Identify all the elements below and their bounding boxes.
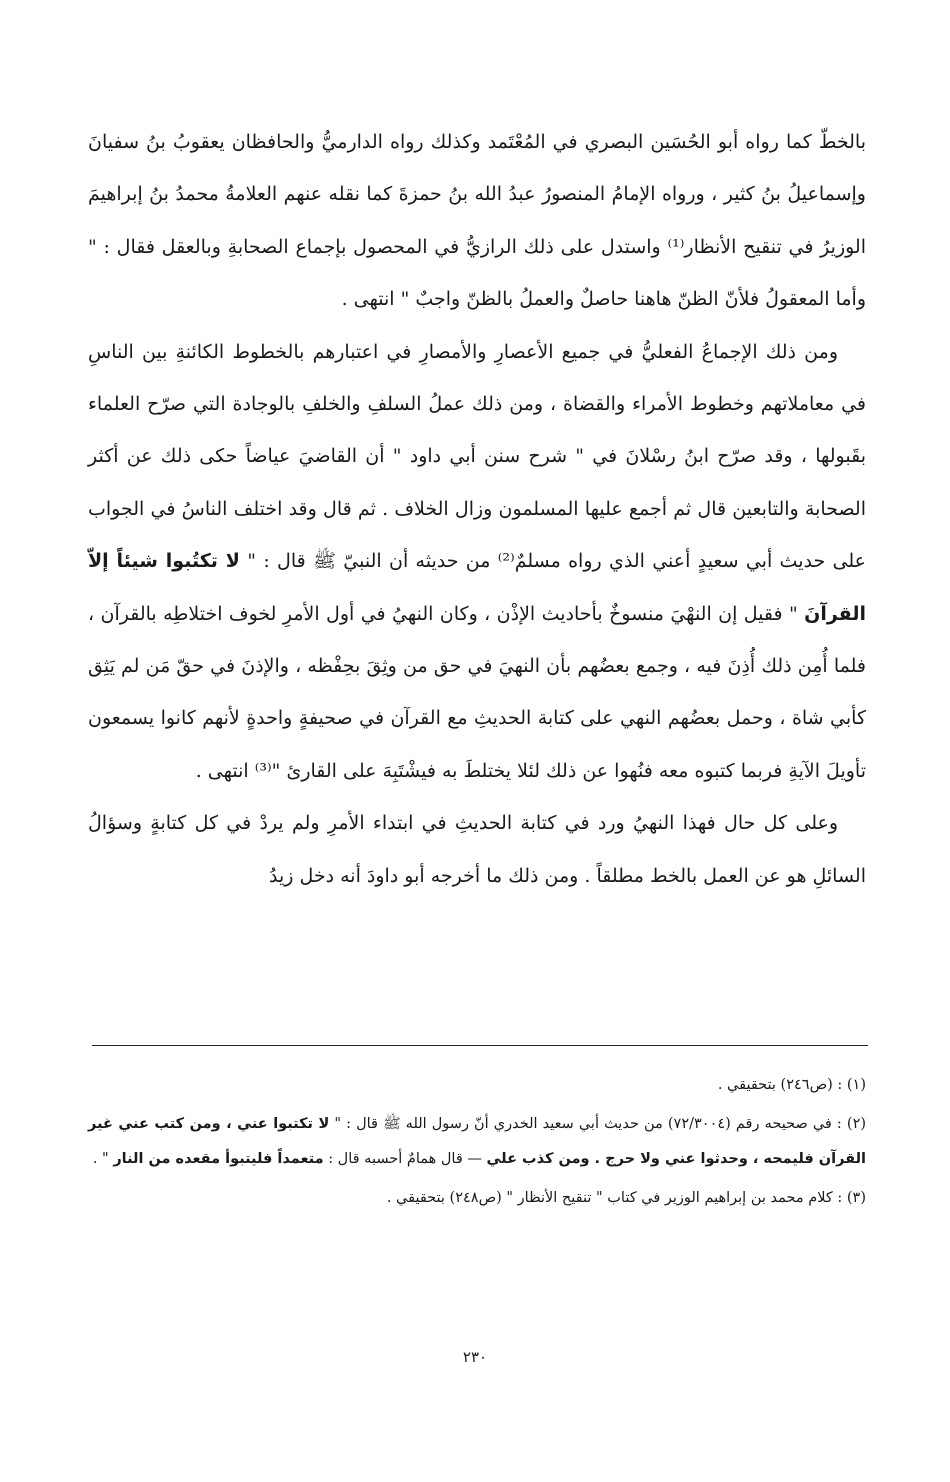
paragraph-1-text: بالخطّ كما رواه أبو الحُسَين البصري في المُعْتَمد وكذلك رواه الدارميُّ والحافظان يعقوبُ بنُ سفيانَ وإسماعيلُ بنُ كثير ، ورواه الإمامُ المنصورُ عبدُ الله بنُ حمزةَ كما نقله عنهم العلامةُ محمدُ بنُ إبراهيمَ الوزيرُ في تنقيح الأنظار⁽¹⁾ واستدل على ذلك الرازيُّ في المحصول بإجماع الصحابةِ وبالعقل فقال : " وأما المعقولُ فلأنّ الظنّ هاهنا حاصلٌ والعملُ بالظنّ واجبٌ " انتهى . <box>88 131 866 311</box>
paragraph-2-text-start: ومن ذلك الإجماعُ الفعليُّ في جميع الأعصارِ والأمصارِ في اعتبارهم بالخطوط الكائنةِ بين الناسِ في معاملاتهم وخطوط الأمراء والقضاة ، ومن ذلك عملُ السلفِ والخلفِ بالوجادة التي صرّح العلماء بقَبولها ، وقد صرّح ابنُ رسْلانَ في " شرح سنن أبي داود " أن القاضيَ عياضاً حكى ذلك عن أكثر الصحابة والتابعين قال ثم أجمع عليها المسلمون وزال الخلاف . ثم قال وقد اختلف الناسُ في الجواب على حديث أبي سعيدٍ أعني الذي رواه مسلمٌ⁽²⁾ من حديثه أن النبيّ ﷺ قال : " <box>88 340 867 573</box>
footnote-2-text-end: " . <box>92 1151 109 1167</box>
footnote-2-text-mid: — قال همامٌ أحسبه قال : <box>328 1151 482 1167</box>
footnote-separator <box>92 1045 868 1046</box>
footnote-2-hadith-part-1: لا تكتبوا عني ، ومن كتب عني غير القرآن فليمحه ، وحدثوا عني ولا حرج . ومن كذب علي <box>88 1116 866 1167</box>
footnotes <box>88 1068 866 1220</box>
paragraph-2-text-end: " فقيل إن النهْيَ منسوخٌ بأحاديث الإذْن ، وكان النهيُ في أول الأمرِ لخوف اختلاطِه بالقرآن ، فلما أُمِن ذلك أُذِنَ فيه ، وجمع بعضُهم بأن النهيَ في حق من وثِقَ بحِفْظه ، والإذنَ في حقّ مَن لم يَثِق كأبي شاة ، وحمل بعضُهم النهي على كتابة الحديثِ مع القرآن في صحيفةٍ واحدةٍ لأنهم كانوا يسمعون تأويلَ الآيةِ فربما كتبوه معه فنُهوا عن ذلك لئلا يختلطَ به فيشْتَبِهَ على القارئ "⁽³⁾ انتهى . <box>88 602 866 782</box>
paragraph-1 <box>88 116 866 326</box>
footnote-2-hadith-part-2: متعمداً فليتبوأ مقعده من النار <box>113 1151 324 1167</box>
main-text <box>88 116 866 902</box>
paragraph-3 <box>88 797 866 902</box>
paragraph-2 <box>88 326 866 798</box>
footnote-3 <box>88 1181 866 1216</box>
hadith-quote: لا تكتُبوا شيئاً إلاّ القرآنَ <box>88 550 866 625</box>
footnote-3-text: (٣) : كلام محمد بن إبراهيم الوزير في كتاب " تنقيح الأنظار " (ص٢٤٨) بتحقيقي . <box>386 1190 866 1206</box>
footnote-1 <box>88 1068 866 1103</box>
footnote-1-text: (١) : (ص٢٤٦) بتحقيقي . <box>717 1077 866 1093</box>
footnote-2-text-start: (٢) : في صحيحه رقم (٧٢/٣٠٠٤) من حديث أبي سعيد الخدري أنّ رسول الله ﷺ قال : " <box>334 1116 867 1132</box>
footnote-2 <box>88 1107 866 1177</box>
page-number: ٢٣٠ <box>462 1348 488 1366</box>
paragraph-3-text: وعلى كل حال فهذا النهيُ ورد في كتابة الحديثِ في ابتداء الأمرِ ولم يردْ في كل كتابةٍ وسؤالُ السائلِ هو عن العمل بالخط مطلقاً . ومن ذلك ما أخرجه أبو داودَ أنه دخل زيدُ <box>88 812 866 887</box>
